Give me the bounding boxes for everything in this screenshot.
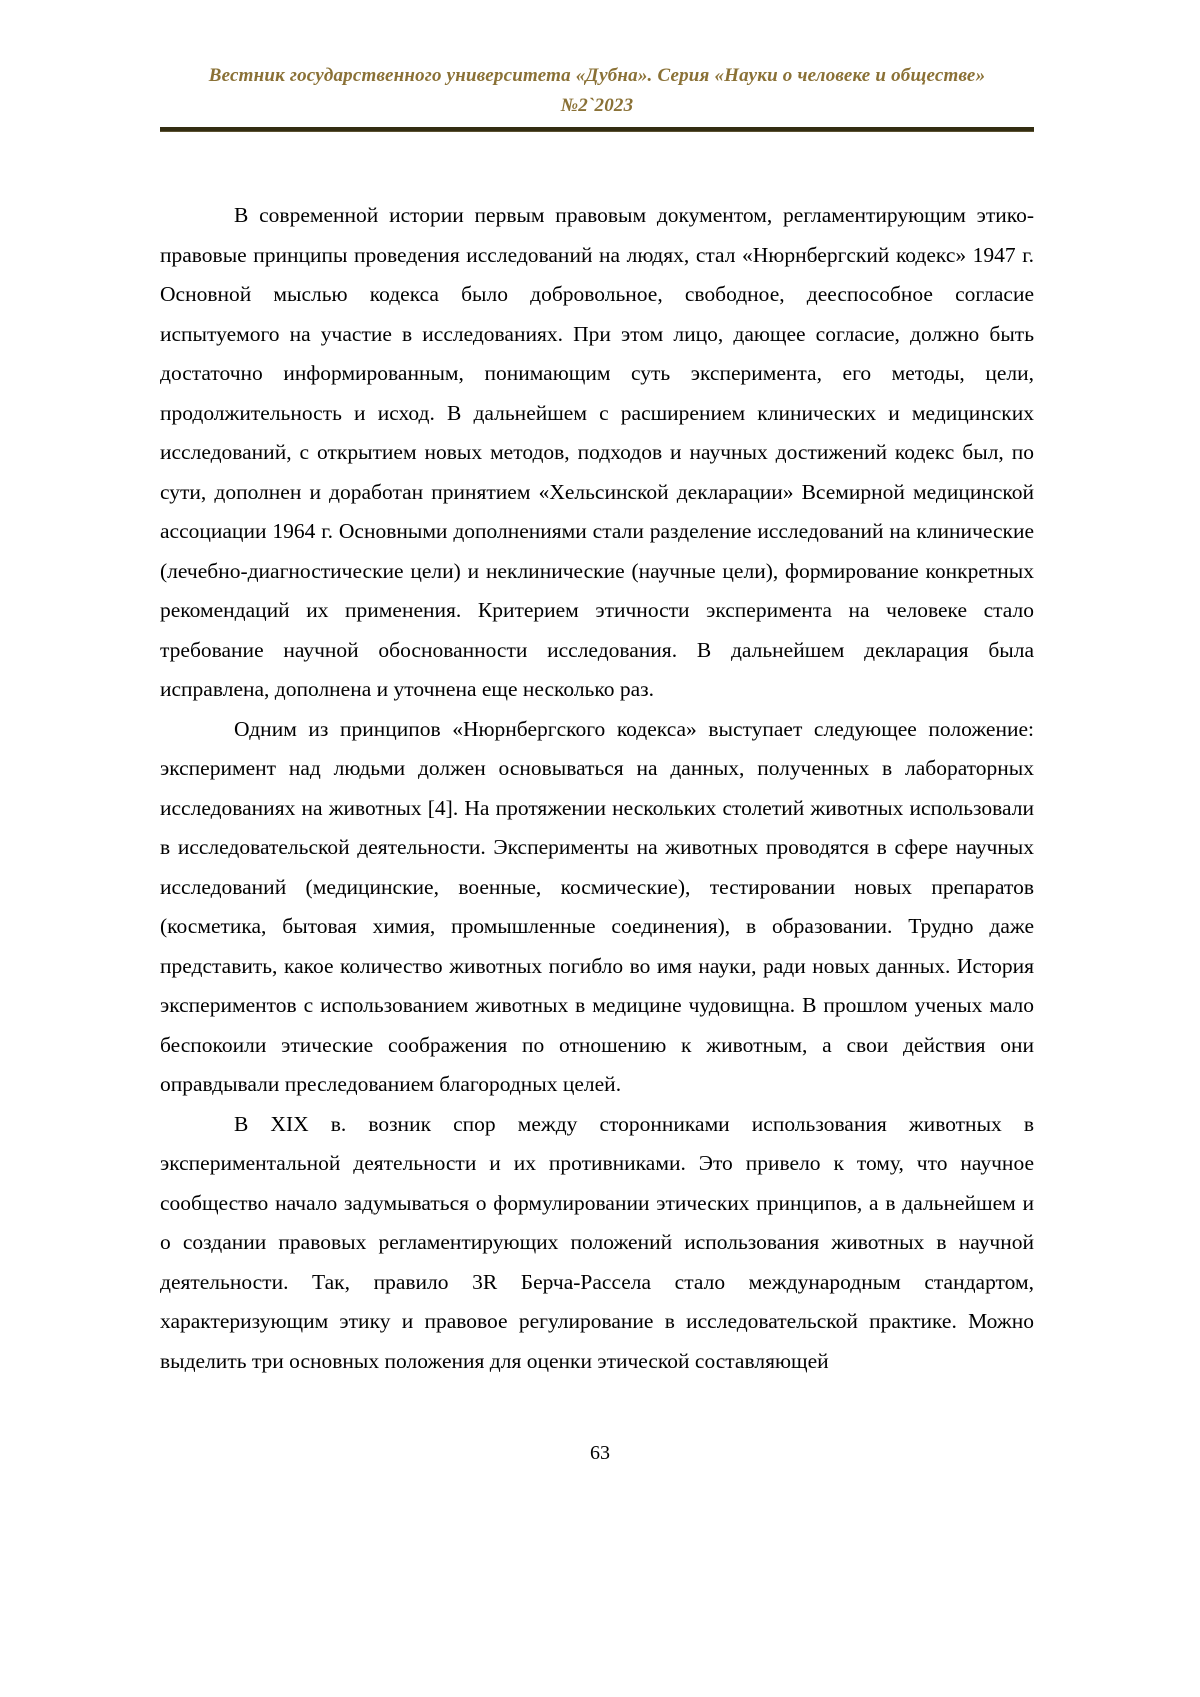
- article-body: [160, 196, 1034, 1381]
- page-number: 63: [590, 1442, 610, 1464]
- journal-header: [160, 62, 1034, 132]
- journal-title: Вестник государственного университета «Дубна». Серия «Науки о человеке и обществе»: [208, 65, 986, 86]
- paragraph-1: В современной истории первым правовым документом, регламентирующим этико-правовые принципы проведения исследований на людях, стал «Нюрнбергский кодекс» 1947 г. Основной мыслью кодекса было добровольное, свободное, дееспособное согласие испытуемого на участие в исследованиях. При этом лицо, дающее согласие, должно быть достаточно информированным, понимающим суть эксперимента, его методы, цели, продолжительность и исход. В дальнейшем с расширением клинических и медицинских исследований, с открытием новых методов, подходов и научных достижений кодекс был, по сути, дополнен и доработан принятием «Хельсинской декларации» Всемирной медицинской ассоциации 1964 г. Основными дополнениями стали разделение исследований на клинические (лечебно-диагностические цели) и неклинические (научные цели), формирование конкретных рекомендаций их применения. Критерием этичности эксперимента на человеке стало требование научной обоснованности исследования. В дальнейшем декларация была исправлена, дополнена и уточнена еще несколько раз.: [160, 203, 1034, 702]
- header-divider: [160, 127, 1034, 132]
- paragraph-3: В XIX в. возник спор между сторонниками использования животных в экспериментальной деятельности и их противниками. Это привело к тому, что научное сообщество начало задумываться о формулировании этических принципов, а в дальнейшем и о создании правовых регламентирующих положений использования животных в научной деятельности. Так, правило 3R Берча-Рассела стало международным стандартом, характеризующим этику и правовое регулирование в исследовательской практике. Можно выделить три основных положения для оценки этической составляющей: [160, 1111, 1034, 1373]
- paragraph-2: Одним из принципов «Нюрнбергского кодекса» выступает следующее положение: эксперимент над людьми должен основываться на данных, полученных в лабораторных исследованиях на животных [4]. На протяжении нескольких столетий животных использовали в исследовательской деятельности. Эксперименты на животных проводятся в сфере научных исследований (медицинские, военные, космические), тестировании новых препаратов (косметика, бытовая химия, промышленные соединения), в образовании. Трудно даже представить, какое количество животных погибло во имя науки, ради новых данных. История экспериментов с использованием животных в медицине чудовищна. В прошлом ученых мало беспокоили этические соображения по отношению к животным, а свои действия они оправдывали преследованием благородных целей.: [160, 716, 1034, 1097]
- page-footer: [0, 1442, 1200, 1465]
- journal-issue: №2`2023: [560, 94, 634, 116]
